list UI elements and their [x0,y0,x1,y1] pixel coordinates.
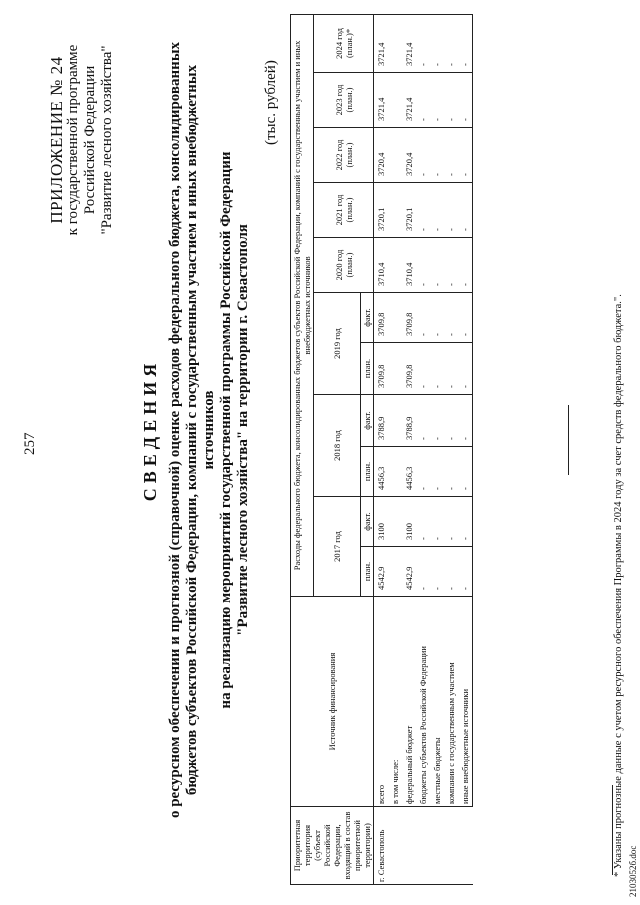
value-cell [388,238,402,293]
value-cell: 3721,4 [402,73,416,128]
value-cell: 4542,9 [402,547,416,597]
source-cell: федеральный бюджет [402,597,416,807]
value-cell: 3709,8 [374,343,389,395]
table-row [416,14,430,884]
value-cell: - [458,128,473,183]
header-year-2021: 2021 год (план.) [314,183,374,238]
value-cell: - [458,547,473,597]
value-cell: 3720,1 [374,183,389,238]
value-cell: - [444,238,458,293]
table-row [388,14,402,884]
value-cell: - [416,183,430,238]
header-plan: план. [361,343,374,395]
value-cell: - [430,343,444,395]
value-cell: 3100 [374,497,389,547]
header-year-2017: 2017 год [314,497,361,597]
table-row [458,14,473,884]
document-filename: 2103052б.doc [628,845,638,897]
value-cell: - [430,293,444,343]
value-cell: 3721,4 [402,14,416,72]
table-row [402,14,416,884]
header-expense-group: Расходы федерального бюджета, консолидированных бюджетов субъектов Российской Федерации, компаний с государственным участием и иных внебюджетных источников [291,14,314,596]
value-cell [388,395,402,447]
source-cell: бюджеты субъектов Российской Федерации [416,597,430,807]
financing-table [290,14,473,885]
appendix-title: ПРИЛОЖЕНИЕ № 24 [47,56,66,224]
value-cell: - [430,128,444,183]
value-cell: 3721,4 [374,14,389,72]
value-cell: - [458,447,473,497]
footnote: * Указаны прогнозные данные с учетом ресурсного обеспечения Программы в 2024 году за счет средств федерального бюджета.". [613,294,624,877]
value-cell [388,128,402,183]
title-line: "Развитие лесного хозяйства" на территории г. Севастополя [235,224,251,636]
value-cell: - [416,14,430,72]
value-cell: - [416,128,430,183]
value-cell: 3709,8 [374,293,389,343]
value-cell: 3710,4 [402,238,416,293]
table-row [444,14,458,884]
value-cell: - [416,447,430,497]
header-year-2024: 2024 год (план.)* [314,14,374,72]
value-cell: - [416,343,430,395]
value-cell: - [444,14,458,72]
value-cell: 3100 [402,497,416,547]
value-cell: - [458,395,473,447]
header-fact: факт. [361,293,374,343]
value-cell: - [444,293,458,343]
source-cell: в том числе: [388,597,402,807]
value-cell: - [444,183,458,238]
value-cell: - [416,547,430,597]
value-cell: 3788,9 [374,395,389,447]
appendix-line: "Развитие лесного хозяйства" [99,45,115,235]
value-cell: - [458,343,473,395]
value-cell [388,183,402,238]
header-year-2023: 2023 год (план.) [314,73,374,128]
value-cell: - [430,497,444,547]
value-cell: 3709,8 [402,293,416,343]
value-cell: 3710,4 [374,238,389,293]
table-row [374,14,389,884]
table-body [374,14,473,884]
header-year-2019: 2019 год [314,293,361,395]
source-cell: иные внебюджетные источники [458,597,473,807]
appendix-line: Российской Федерации [82,65,98,215]
value-cell: 4456,3 [402,447,416,497]
territory-cell: г. Севастополь [374,807,473,885]
header-year-2022: 2022 год (план.) [314,128,374,183]
value-cell: - [444,73,458,128]
value-cell: - [444,128,458,183]
value-cell [388,497,402,547]
title-line: о ресурсном обеспечении и прогнозной (справочной) оценке расходов федерального бюджета, консолидированных [167,41,183,819]
value-cell: - [430,14,444,72]
header-source: Источник финансирования [291,597,374,807]
value-cell: - [444,547,458,597]
value-cell: - [458,238,473,293]
value-cell: - [458,183,473,238]
value-cell: - [430,238,444,293]
value-cell: - [416,293,430,343]
header-fact: факт. [361,497,374,547]
value-cell: - [458,73,473,128]
value-cell [388,547,402,597]
document-title [140,35,252,825]
unit-note: (тыс. рублей) [263,60,279,145]
value-cell: - [416,497,430,547]
value-cell: - [416,238,430,293]
value-cell: 3720,4 [402,128,416,183]
value-cell: - [416,395,430,447]
value-cell: 3720,4 [374,128,389,183]
value-cell [388,293,402,343]
header-territory: Приоритетная территория (субъект Российской Федерации, входящий в состав приоритетной территории) [291,807,374,885]
value-cell [388,73,402,128]
title-line: бюджетов субъектов Российской Федерации, компаний с государственным участием и иных внебюджетных источников [184,64,217,796]
value-cell [388,447,402,497]
value-cell: - [458,497,473,547]
value-cell [388,343,402,395]
value-cell: - [430,395,444,447]
page-number: 257 [22,432,38,455]
header-year-2018: 2018 год [314,395,361,497]
source-cell: местные бюджеты [430,597,444,807]
separator-line [568,405,569,475]
header-fact: факт. [361,395,374,447]
value-cell: - [444,447,458,497]
value-cell: - [444,343,458,395]
value-cell: - [430,183,444,238]
source-cell: компании с государственным участием [444,597,458,807]
header-plan: план. [361,547,374,597]
value-cell: 3709,8 [402,343,416,395]
value-cell: - [458,293,473,343]
value-cell: - [444,497,458,547]
source-cell: всего [374,597,389,807]
value-cell: 3720,1 [402,183,416,238]
value-cell: - [458,14,473,72]
title-line: на реализацию мероприятий государственной программы Российской Федерации [218,151,234,709]
appendix-line: к государственной программе [65,44,81,236]
header-plan: план. [361,447,374,497]
value-cell: - [430,447,444,497]
value-cell: 3721,4 [374,73,389,128]
header-year-2020: 2020 год (план.) [314,238,374,293]
value-cell [388,14,402,72]
value-cell: 4542,9 [374,547,389,597]
value-cell: 4456,3 [374,447,389,497]
title-heading: СВЕДЕНИЯ [140,358,160,502]
table-row [430,14,444,884]
value-cell: - [430,547,444,597]
value-cell: - [444,395,458,447]
value-cell: - [430,73,444,128]
appendix-header [48,15,116,265]
value-cell: - [416,73,430,128]
value-cell: 3788,9 [402,395,416,447]
